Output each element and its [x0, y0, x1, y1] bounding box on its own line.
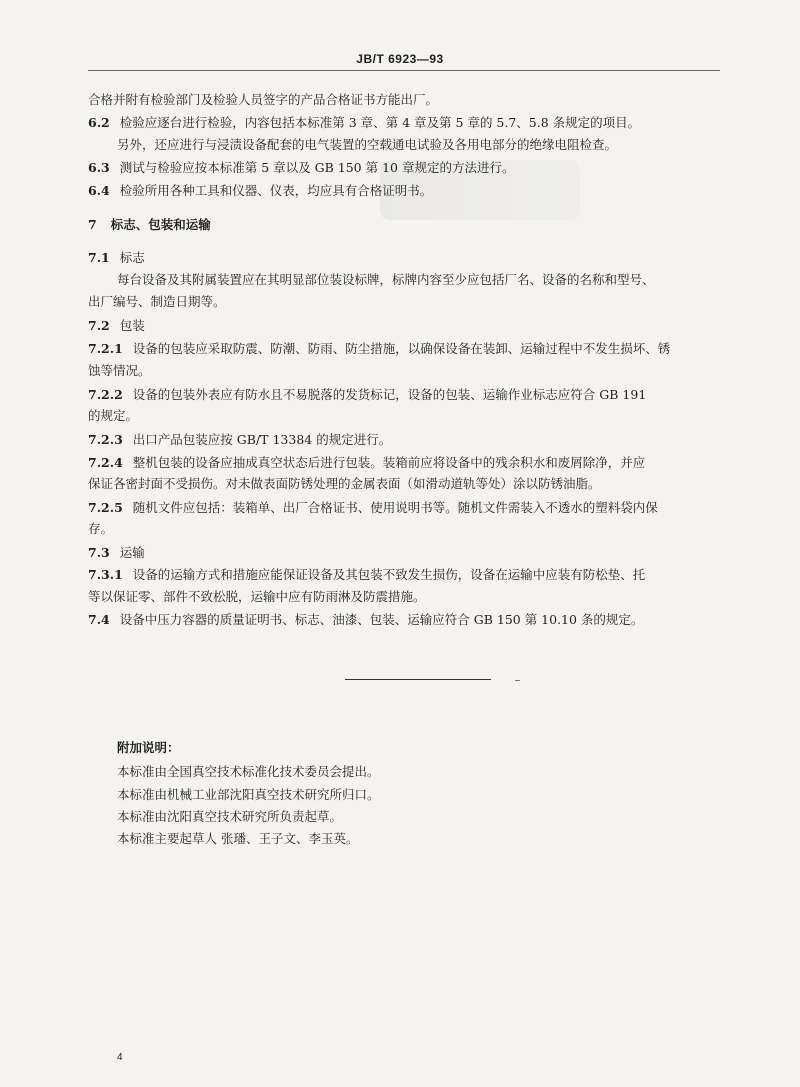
clause-text: 测试与检验应按本标准第 5 章以及 GB 150 第 10 章规定的方法进行。	[119, 160, 515, 175]
clause-number: 7.2.5	[88, 500, 123, 515]
clause-text: 标志	[119, 250, 145, 265]
clause-number: 7.2.3	[88, 432, 123, 447]
clause-text: 运输	[119, 545, 145, 560]
clause-number: 6.4	[88, 183, 110, 198]
section6-continuation: 合格并附有检验部门及检验人员签字的产品合格证书方能出厂。	[88, 92, 439, 107]
clause-6-3	[88, 160, 728, 176]
clause-7-3-1	[88, 567, 728, 583]
clause-7-2-1	[88, 341, 728, 357]
end-of-text-rule	[345, 679, 491, 680]
clause-7-2	[88, 318, 728, 334]
clause-7-2-4	[88, 455, 728, 471]
clause-text: 设备的包装外表应有防水且不易脱落的发货标记，设备的包装、运输作业标志应符合 GB 191	[132, 387, 647, 402]
clause-7-2-2	[88, 387, 728, 403]
clause-number: 6.3	[88, 160, 110, 175]
clause-7-2-2-continued: 的规定。	[88, 408, 139, 423]
clause-number: 7.2	[88, 318, 110, 333]
clause-7-2-5-continued: 存。	[88, 521, 114, 536]
clause-7-2-3	[88, 432, 728, 448]
section-number: 7	[88, 217, 97, 232]
notes-title: 附加说明：	[117, 740, 180, 755]
clause-7-2-4-continued: 保证各密封面不受损伤。对未做表面防锈处理的金属表面（如滑动道轨等处）涂以防锈油脂。	[88, 476, 601, 491]
clause-number: 7.4	[88, 612, 110, 627]
scan-mark	[515, 680, 520, 681]
clause-7-1-text-continued: 出厂编号、制造日期等。	[88, 294, 226, 309]
header-rule	[88, 70, 720, 71]
notes-line-1: 本标准由全国真空技术标准化技术委员会提出。	[117, 764, 380, 779]
clause-7-2-5	[88, 500, 728, 516]
clause-text: 整机包装的设备应抽成真空状态后进行包装。装箱前应将设备中的残余积水和废屑除净，并应	[132, 455, 646, 470]
clause-7-4	[88, 612, 728, 628]
clause-7-3	[88, 545, 728, 561]
clause-6-4	[88, 183, 728, 199]
clause-number: 7.3	[88, 545, 110, 560]
standard-code-header: JB/T 6923—93	[356, 52, 444, 66]
clause-number: 7.2.4	[88, 455, 123, 470]
clause-number: 7.2.2	[88, 387, 123, 402]
clause-text: 出口产品包装应按 GB/T 13384 的规定进行。	[132, 432, 392, 447]
clause-text: 设备的运输方式和措施应能保证设备及其包装不致发生损伤，设备在运输中应装有防松垫、托	[132, 567, 646, 582]
clause-number: 7.1	[88, 250, 110, 265]
page-number: 4	[117, 1052, 123, 1063]
clause-text: 设备的包装应采取防震、防潮、防雨、防尘措施，以确保设备在装卸、运输过程中不发生损坏、锈	[132, 341, 671, 356]
notes-line-2: 本标准由机械工业部沈阳真空技术研究所归口。	[117, 787, 380, 802]
clause-7-1-text: 每台设备及其附属装置应在其明显部位装设标牌，标牌内容至少应包括厂名、设备的名称和型号、	[117, 272, 655, 287]
clause-6-2	[88, 115, 728, 131]
clause-text: 检验所用各种工具和仪器、仪表，均应具有合格证明书。	[119, 183, 433, 198]
clause-text: 检验应逐台进行检验，内容包括本标准第 3 章、第 4 章及第 5 章的 5.7、5.8 条规定的项目。	[119, 115, 641, 130]
clause-6-2-continued: 另外，还应进行与浸渍设备配套的电气装置的空载通电试验及各用电部分的绝缘电阻检查。	[117, 137, 618, 152]
notes-line-4: 本标准主要起草人 张璠、王子文、李玉英。	[117, 831, 359, 846]
section-7-heading	[88, 217, 728, 233]
clause-text: 随机文件应包括：装箱单、出厂合格证书、使用说明书等。随机文件需装入不透水的塑料袋内保	[132, 500, 658, 515]
clause-number: 6.2	[88, 115, 110, 130]
clause-text: 设备中压力容器的质量证明书、标志、油漆、包装、运输应符合 GB 150 第 10.10 条的规定。	[119, 612, 644, 627]
clause-number: 7.2.1	[88, 341, 123, 356]
notes-line-3: 本标准由沈阳真空技术研究所负责起草。	[117, 809, 343, 824]
clause-number: 7.3.1	[88, 567, 123, 582]
clause-7-2-1-continued: 蚀等情况。	[88, 363, 151, 378]
clause-7-1	[88, 250, 728, 266]
clause-text: 包装	[119, 318, 145, 333]
section-title: 标志、包装和运输	[110, 217, 211, 232]
clause-7-3-1-continued: 等以保证零、部件不致松脱，运输中应有防雨淋及防震措施。	[88, 589, 426, 604]
